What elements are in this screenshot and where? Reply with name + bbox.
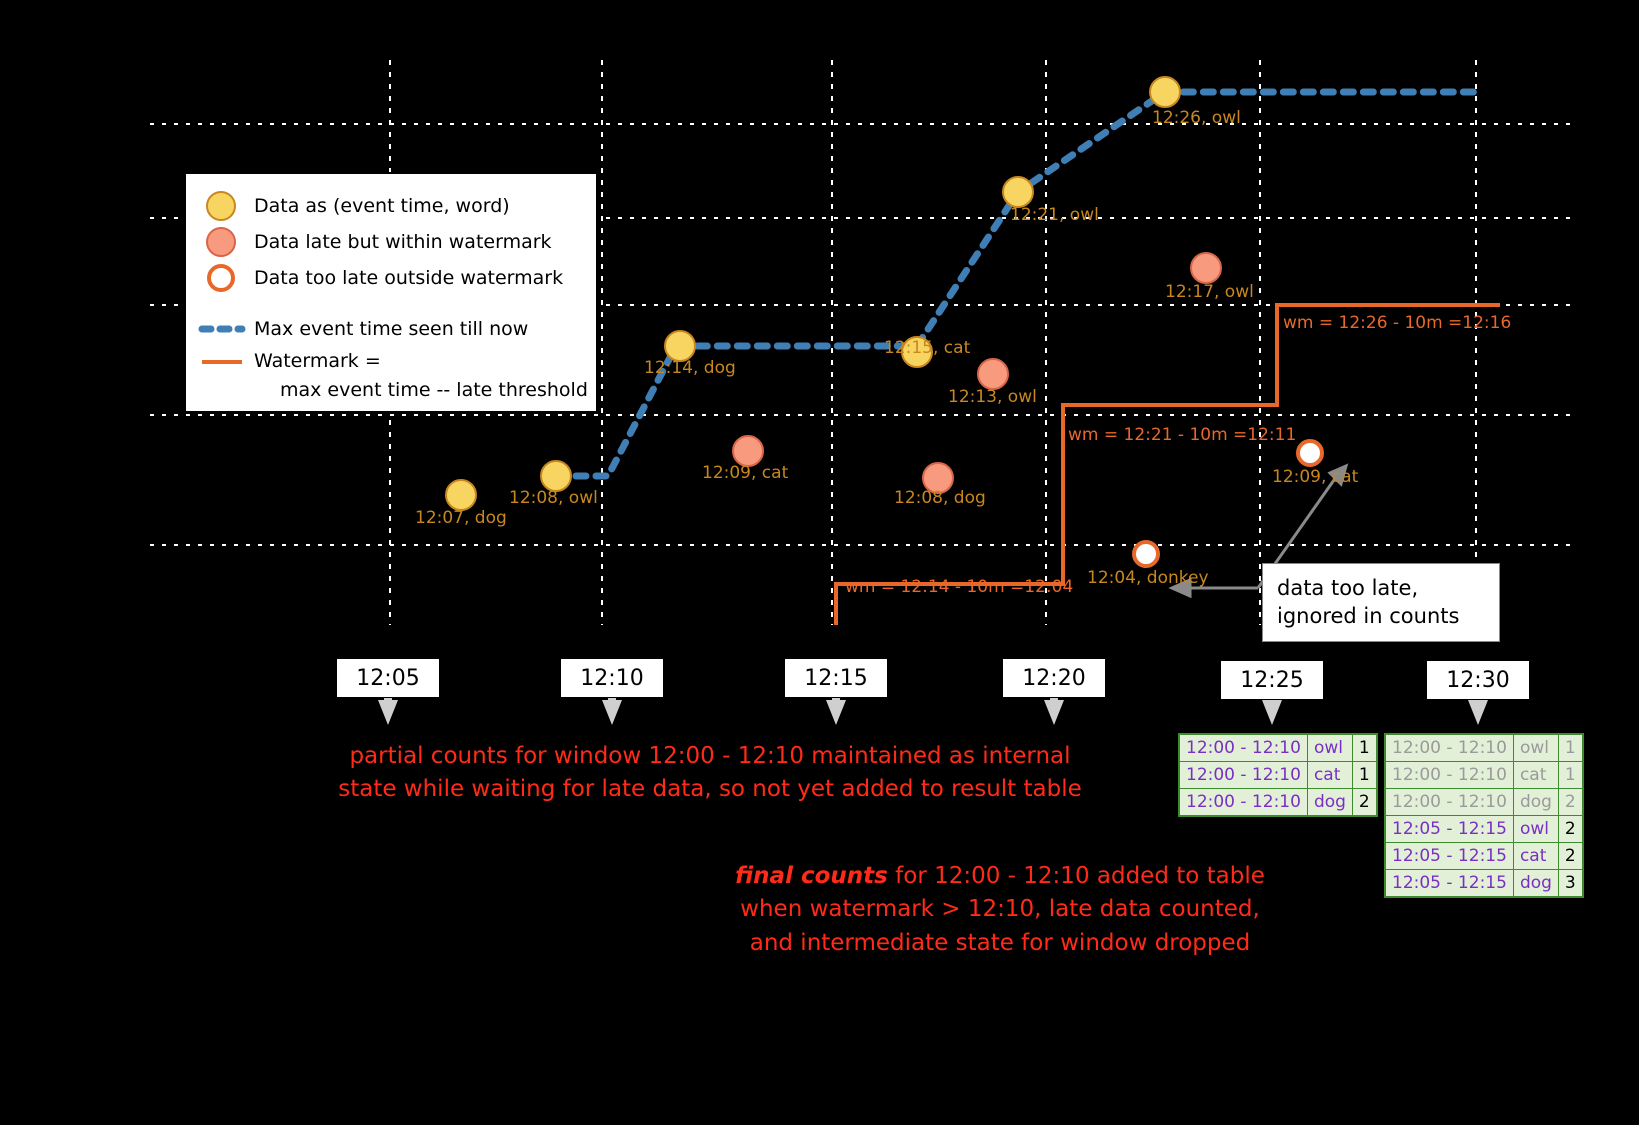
cell-window: 12:05 - 12:15 [1385, 816, 1513, 843]
note-final-line-3: and intermediate state for window dropped [749, 929, 1251, 956]
max-event-time-line [556, 92, 1480, 476]
label-12-08-owl: 12:08, owl [509, 488, 598, 508]
note-partial-counts [330, 740, 1090, 807]
label-12-17-owl: 12:17, owl [1165, 282, 1254, 302]
axis-tick-12-05: 12:05 [336, 658, 440, 698]
note-partial-line-2: state while waiting for late data, so not yet added to result table [338, 776, 1082, 803]
cell-window: 12:00 - 12:10 [1385, 734, 1513, 762]
axis-tick-12-30: 12:30 [1426, 660, 1530, 700]
cell-count: 3 [1558, 870, 1582, 898]
legend-label-5: max event time -- late threshold [280, 379, 588, 401]
cell-window: 12:00 - 12:10 [1179, 734, 1307, 762]
cell-window: 12:05 - 12:15 [1385, 870, 1513, 898]
note-final-line-2: when watermark > 12:10, late data counted, [740, 896, 1260, 923]
legend-label-0: Data as (event time, word) [254, 195, 510, 217]
label-12-21-owl: 12:21, owl [1010, 205, 1099, 225]
point-12-04-donkey [1134, 542, 1158, 566]
filled-yellow-circle-icon [207, 192, 235, 220]
point-12-09-cat-too-late [1298, 441, 1322, 465]
cell-count: 2 [1558, 816, 1582, 843]
table-row [1179, 734, 1377, 762]
table-row [1385, 734, 1583, 762]
label-12-04-donkey: 12:04, donkey [1087, 568, 1209, 588]
cell-word: dog [1513, 789, 1558, 816]
label-12-09-cat: 12:09, cat [702, 463, 789, 483]
cell-word: cat [1513, 843, 1558, 870]
point-12-08-owl [541, 461, 571, 491]
cell-word: owl [1513, 816, 1558, 843]
counts-table-12-30 [1384, 733, 1584, 898]
label-12-15-cat: 12:15, cat [884, 338, 971, 358]
label-12-08-dog: 12:08, dog [894, 488, 986, 508]
point-12-26-owl [1150, 77, 1180, 107]
cell-word: dog [1513, 870, 1558, 898]
table-row [1385, 762, 1583, 789]
point-12-07-dog [446, 480, 476, 510]
table-row [1385, 789, 1583, 816]
legend [184, 172, 598, 413]
legend-label-1: Data late but within watermark [254, 231, 552, 253]
filled-salmon-circle-icon [207, 228, 235, 256]
note-final-counts [690, 860, 1310, 960]
callout-too-late [1262, 563, 1500, 642]
watermark-label-1: wm = 12:14 - 10m =12:04 [845, 577, 1074, 597]
counts-table-12-25 [1178, 733, 1378, 817]
cell-word: owl [1513, 734, 1558, 762]
cell-window: 12:00 - 12:10 [1385, 789, 1513, 816]
callout-line-1: data too late, [1277, 576, 1419, 600]
note-final-line-1 [690, 860, 1310, 893]
cell-word: owl [1307, 734, 1352, 762]
callout-line-2: ignored in counts [1277, 604, 1460, 629]
label-12-07-dog: 12:07, dog [415, 508, 507, 528]
point-12-09-cat [733, 436, 763, 466]
cell-count: 2 [1558, 843, 1582, 870]
legend-label-2: Data too late outside watermark [254, 267, 564, 289]
legend-label-3: Max event time seen till now [254, 318, 529, 340]
axis-tick-12-15: 12:15 [784, 658, 888, 698]
cell-count: 1 [1558, 734, 1582, 762]
cell-count: 2 [1352, 789, 1376, 817]
label-12-26-owl: 12:26, owl [1152, 108, 1241, 128]
point-12-21-owl [1003, 177, 1033, 207]
legend-label-4: Watermark = [254, 350, 381, 372]
cell-count: 1 [1558, 762, 1582, 789]
axis-tick-12-25: 12:25 [1220, 660, 1324, 700]
table-row [1385, 816, 1583, 843]
point-12-14-dog [665, 331, 695, 361]
point-12-13-owl [978, 359, 1008, 389]
table-row [1179, 762, 1377, 789]
table-row [1385, 843, 1583, 870]
cell-count: 1 [1352, 734, 1376, 762]
table-row [1179, 789, 1377, 817]
table-row [1385, 870, 1583, 898]
cell-word: dog [1307, 789, 1352, 817]
label-12-09-cat-too-late: 12:09, cat [1272, 467, 1359, 487]
note-partial-line-1: partial counts for window 12:00 - 12:10 maintained as internal [349, 743, 1071, 769]
cell-count: 2 [1558, 789, 1582, 816]
watermark-label-2: wm = 12:21 - 10m =12:11 [1068, 425, 1297, 445]
axis-tick-12-20: 12:20 [1002, 658, 1106, 698]
cell-window: 12:05 - 12:15 [1385, 843, 1513, 870]
note-final-lead: final counts [735, 863, 888, 889]
cell-word: cat [1513, 762, 1558, 789]
axis-tick-12-10: 12:10 [560, 658, 664, 698]
cell-window: 12:00 - 12:10 [1385, 762, 1513, 789]
note-final-line-1-rest: for 12:00 - 12:10 added to table [887, 863, 1265, 889]
hollow-orange-circle-icon [209, 266, 233, 290]
point-12-17-owl [1191, 253, 1221, 283]
cell-window: 12:00 - 12:10 [1179, 789, 1307, 817]
label-12-14-dog: 12:14, dog [644, 358, 736, 378]
label-12-13-owl: 12:13, owl [948, 387, 1037, 407]
cell-count: 1 [1352, 762, 1376, 789]
watermark-label-3: wm = 12:26 - 10m =12:16 [1283, 313, 1512, 333]
cell-window: 12:00 - 12:10 [1179, 762, 1307, 789]
cell-word: cat [1307, 762, 1352, 789]
